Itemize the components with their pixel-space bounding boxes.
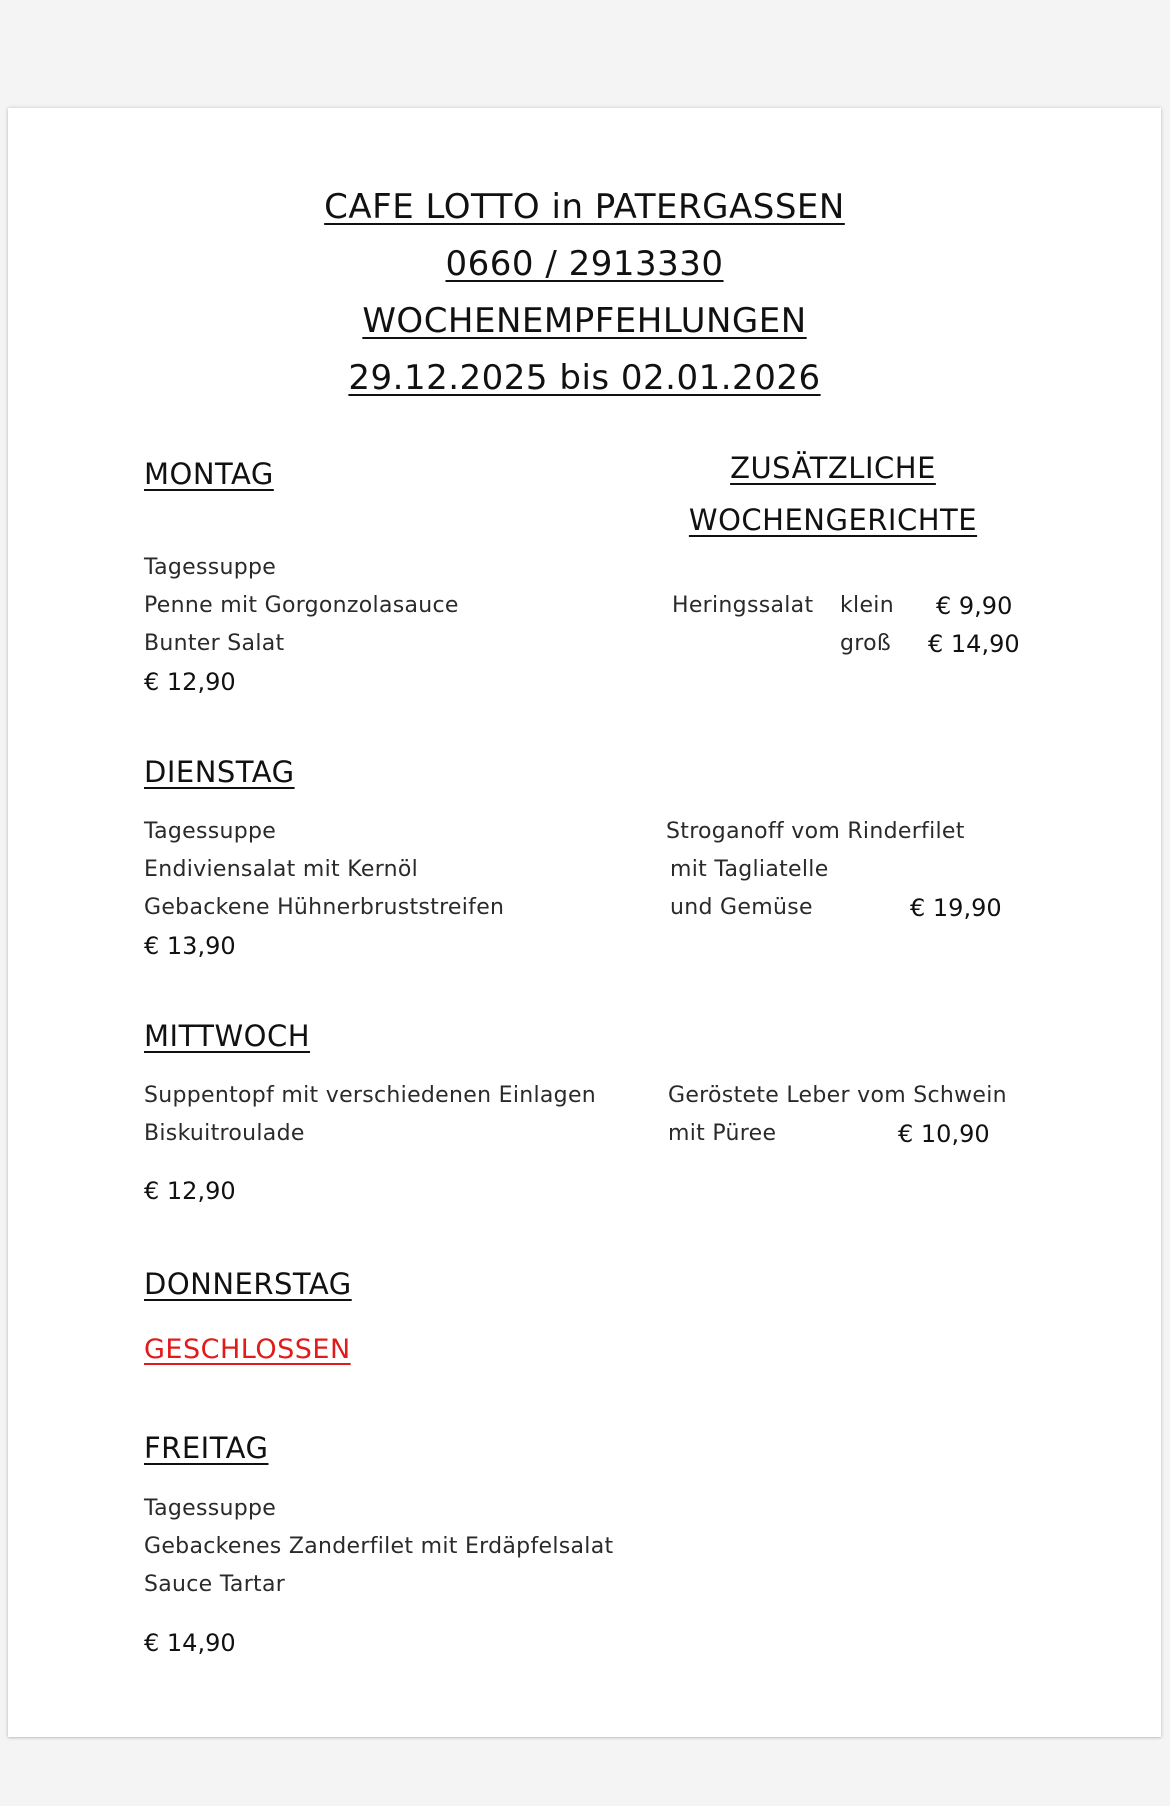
day-heading-dienstag: DIENSTAG [144,755,295,789]
weekly-dish-line: mit Püree [668,1121,777,1146]
menu-item: Penne mit Gorgonzolasauce [144,593,459,618]
menu-item: Biskuitroulade [144,1121,305,1146]
day-heading-freitag: FREITAG [144,1431,269,1465]
weekly-dishes-heading [668,442,998,546]
day-heading-mittwoch: MITTWOCH [144,1019,311,1053]
day-heading-donnerstag: DONNERSTAG [144,1267,352,1301]
weekly-dish-line: mit Tagliatelle [670,857,829,882]
weekly-dish-line: und Gemüse [670,895,813,920]
price-dienstag: € 13,90 [144,932,236,960]
menu-item: Endiviensalat mit Kernöl [144,857,419,882]
menu-item: Tagessuppe [144,1496,277,1521]
menu-title: WOCHENEMPFEHLUNGEN [362,301,807,341]
menu-item: Bunter Salat [144,631,285,656]
size-label: groß [840,631,892,656]
weekly-dish-line: Geröstete Leber vom Schwein [668,1083,1007,1108]
closed-label: GESCHLOSSEN [144,1334,351,1365]
menu-item: Tagessuppe [144,555,277,580]
menu-page [8,108,1161,1737]
price-freitag: € 14,90 [144,1629,236,1657]
phone-number: 0660 / 2913330 [445,244,724,284]
weekly-dishes-heading-line: ZUSÄTZLICHE [730,451,936,485]
menu-item: Suppentopf mit verschiedenen Einlagen [144,1083,597,1108]
menu-item: Gebackenes Zanderfilet mit Erdäpfelsalat [144,1534,614,1559]
cafe-name: CAFE LOTTO in PATERGASSEN [324,187,845,227]
menu-item: Gebackene Hühnerbruststreifen [144,895,505,920]
menu-item: Sauce Tartar [144,1572,286,1597]
weekly-dish-price: € 19,90 [910,894,1002,922]
price-mittwoch: € 12,90 [144,1177,236,1205]
day-heading-montag: MONTAG [144,457,274,491]
weekly-dish-price: € 10,90 [898,1120,990,1148]
size-price: € 14,90 [928,630,1020,658]
weekly-dish-line: Stroganoff vom Rinderfilet [666,819,965,844]
date-range: 29.12.2025 bis 02.01.2026 [348,358,821,398]
menu-item: Tagessuppe [144,819,277,844]
size-label: klein [840,593,894,618]
weekly-dishes-heading-line: WOCHENGERICHTE [688,503,978,537]
weekly-dish-name: Heringssalat [672,593,814,618]
size-price: € 9,90 [936,592,1013,620]
price-montag: € 12,90 [144,668,236,696]
menu-header [8,188,1161,416]
